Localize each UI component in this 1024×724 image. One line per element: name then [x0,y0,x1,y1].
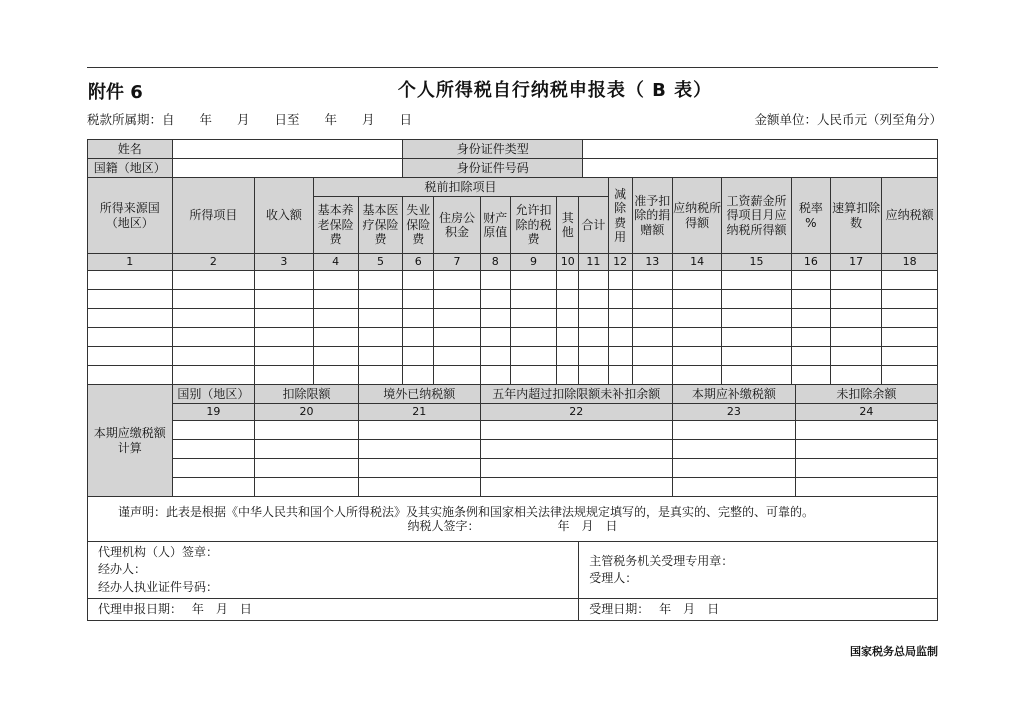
calc-row [88,459,938,478]
authority-date: 受理日期： 年 月 日 [579,599,938,621]
data-cell[interactable] [172,290,255,309]
data-cell[interactable] [255,366,313,385]
data-cell[interactable] [88,328,173,347]
data-cell[interactable] [632,347,672,366]
col-number: 2 [172,254,255,271]
calc-cell[interactable] [358,440,480,459]
data-cell[interactable] [403,271,434,290]
data-cell[interactable] [791,309,830,328]
data-cell[interactable] [791,366,830,385]
col-taxable-income: 应纳税所得额 [672,178,721,254]
data-cell[interactable] [510,366,556,385]
data-cell[interactable] [579,309,608,328]
data-cell[interactable] [632,309,672,328]
data-cell[interactable] [172,366,255,385]
data-cell[interactable] [172,309,255,328]
data-row [88,347,938,366]
data-cell[interactable] [88,366,173,385]
calc-row [88,421,938,440]
data-row [88,290,938,309]
data-cell[interactable] [791,290,830,309]
data-cell[interactable] [608,328,632,347]
name-label: 姓名 [88,140,173,159]
col-other: 其他 [557,197,579,254]
col-number: 9 [510,254,556,271]
data-cell[interactable] [480,347,510,366]
data-cell[interactable] [672,366,721,385]
data-cell[interactable] [172,271,255,290]
col-number: 16 [791,254,830,271]
calc-cell[interactable] [172,440,255,459]
calc-cell[interactable] [172,421,255,440]
col-wage-converted: 工资薪金所得项目月应纳税所得额 [722,178,791,254]
col-pretax-deductions: 税前扣除项目 [313,178,608,197]
calc-cell[interactable] [795,459,937,478]
agent-cert-number: 经办人执业证件号码： [98,579,219,594]
data-cell[interactable] [557,309,579,328]
calc-cell[interactable] [172,478,255,497]
col-medical: 基本医疗保险费 [358,197,402,254]
calc-cell[interactable] [480,459,672,478]
data-cell[interactable] [403,328,434,347]
calc-cell[interactable] [172,459,255,478]
calc-number: 23 [672,404,795,421]
data-cell[interactable] [313,328,358,347]
agent-handler: 经办人： [98,562,147,577]
data-cell[interactable] [791,271,830,290]
calc-col-supplement: 本期应补缴税额 [672,385,795,404]
data-cell[interactable] [882,309,938,328]
calc-cell[interactable] [255,459,359,478]
calc-cell[interactable] [672,478,795,497]
col-number: 14 [672,254,721,271]
data-cell[interactable] [722,366,791,385]
calc-cell[interactable] [795,440,937,459]
data-cell[interactable] [632,366,672,385]
data-cell[interactable] [88,309,173,328]
data-cell[interactable] [672,347,721,366]
data-cell[interactable] [830,271,881,290]
data-cell[interactable] [358,328,402,347]
data-cell[interactable] [313,290,358,309]
col-number: 17 [830,254,881,271]
data-cell[interactable] [434,309,480,328]
data-cell[interactable] [830,309,881,328]
calc-number: 24 [795,404,937,421]
tax-declaration-table [87,139,938,621]
col-number: 3 [255,254,313,271]
data-cell[interactable] [672,271,721,290]
data-cell[interactable] [579,328,608,347]
data-cell[interactable] [672,328,721,347]
data-cell[interactable] [255,290,313,309]
nationality-label: 国籍（地区） [88,159,173,178]
authority-receiver: 受理人： [589,571,638,585]
data-cell[interactable] [510,309,556,328]
col-number: 12 [608,254,632,271]
calc-cell[interactable] [358,421,480,440]
data-cell[interactable] [255,328,313,347]
data-row [88,366,938,385]
data-cell[interactable] [608,290,632,309]
statement-cell [88,497,938,542]
calc-col-five-year-balance: 五年内超过扣除限额未补扣余额 [480,385,672,404]
data-cell[interactable] [358,290,402,309]
data-cell[interactable] [608,309,632,328]
data-cell[interactable] [791,347,830,366]
data-row [88,271,938,290]
data-cell[interactable] [88,290,173,309]
data-cell[interactable] [791,328,830,347]
data-cell[interactable] [722,290,791,309]
calc-col-remaining: 未扣除余额 [795,385,937,404]
data-cell[interactable] [510,347,556,366]
id-type-field[interactable] [583,140,938,159]
col-number: 7 [434,254,480,271]
data-cell[interactable] [403,309,434,328]
data-cell[interactable] [882,271,938,290]
col-allowed-tax: 允许扣除的税费 [510,197,556,254]
col-donation: 准予扣除的捐赠额 [632,178,672,254]
col-number: 15 [722,254,791,271]
calc-cell[interactable] [795,421,937,440]
calc-row [88,440,938,459]
calc-number: 22 [480,404,672,421]
data-cell[interactable] [722,347,791,366]
id-type-label: 身份证件类型 [403,140,583,159]
data-cell[interactable] [88,271,173,290]
data-cell[interactable] [722,271,791,290]
data-cell[interactable] [480,309,510,328]
col-number: 6 [403,254,434,271]
calc-cell[interactable] [672,459,795,478]
data-cell[interactable] [172,347,255,366]
data-cell[interactable] [632,290,672,309]
data-cell[interactable] [557,271,579,290]
col-tax-payable: 应纳税额 [882,178,938,254]
calc-cell[interactable] [358,459,480,478]
form-title: 个人所得税自行纳税申报表（ B 表） [397,80,713,101]
col-reduction: 减除费用 [608,178,632,254]
col-number: 11 [579,254,608,271]
data-cell[interactable] [403,290,434,309]
col-number: 1 [88,254,173,271]
calc-cell[interactable] [672,421,795,440]
data-cell[interactable] [557,328,579,347]
calc-cell[interactable] [795,478,937,497]
data-cell[interactable] [480,366,510,385]
agent-seal: 代理机构（人）签章： [98,544,219,559]
id-number-label: 身份证件号码 [403,159,583,178]
data-cell[interactable] [608,366,632,385]
data-cell[interactable] [480,290,510,309]
data-cell[interactable] [830,290,881,309]
data-cell[interactable] [579,347,608,366]
calc-number-row [88,404,938,421]
data-cell[interactable] [403,366,434,385]
data-row [88,309,938,328]
calc-cell[interactable] [480,478,672,497]
calc-col-foreign-paid: 境外已纳税额 [358,385,480,404]
data-cell[interactable] [510,290,556,309]
data-cell[interactable] [557,366,579,385]
data-cell[interactable] [830,366,881,385]
data-cell[interactable] [632,328,672,347]
agent-date: 代理申报日期： 年 月 日 [88,599,579,621]
col-housing-fund: 住房公积金 [434,197,480,254]
col-number: 4 [313,254,358,271]
calc-col-country: 国别（地区） [172,385,255,404]
data-cell[interactable] [557,347,579,366]
data-cell[interactable] [510,328,556,347]
calc-row [88,478,938,497]
calc-cell[interactable] [480,440,672,459]
col-number: 18 [882,254,938,271]
statement-row [88,497,938,542]
col-unemployment: 失业保险费 [403,197,434,254]
col-number: 13 [632,254,672,271]
data-cell[interactable] [255,271,313,290]
col-number: 10 [557,254,579,271]
data-cell[interactable] [722,309,791,328]
data-cell[interactable] [882,290,938,309]
name-field[interactable] [172,140,403,159]
calc-cell[interactable] [255,421,359,440]
calc-cell[interactable] [672,440,795,459]
col-pension: 基本养老保险费 [313,197,358,254]
tax-period: 税款所属期：自 年 月 日至 年 月 日 [87,112,413,127]
data-cell[interactable] [88,347,173,366]
data-cell[interactable] [358,366,402,385]
data-cell[interactable] [313,347,358,366]
calc-cell[interactable] [255,478,359,497]
calc-cell[interactable] [255,440,359,459]
data-cell[interactable] [608,271,632,290]
data-cell[interactable] [608,347,632,366]
data-cell[interactable] [882,328,938,347]
currency-unit: 金额单位：人民币元（列至角分） [754,112,942,127]
data-cell[interactable] [672,290,721,309]
data-cell[interactable] [358,347,402,366]
declaration-text: 谨声明：此表是根据《中华人民共和国个人所得税法》及其实施条例和国家相关法律法规规定填写的，是真实的、完整的、可靠的。 [118,504,815,519]
annex-label: 附件 6 [88,82,143,103]
calc-cell[interactable] [358,478,480,497]
data-cell[interactable] [172,328,255,347]
data-cell[interactable] [255,309,313,328]
col-source-country: 所得来源国（地区） [88,178,173,254]
authority-seal: 主管税务机关受理专用章： [589,553,734,568]
col-property-value: 财产原值 [480,197,510,254]
data-cell[interactable] [579,271,608,290]
data-cell[interactable] [434,271,480,290]
data-cell[interactable] [510,271,556,290]
agent-row [88,542,938,599]
calc-number: 21 [358,404,480,421]
data-cell[interactable] [313,309,358,328]
data-cell[interactable] [722,328,791,347]
col-income-amount: 收入额 [255,178,313,254]
col-tax-rate: 税率 % [791,178,830,254]
col-subtotal: 合计 [579,197,608,254]
data-cell[interactable] [882,366,938,385]
calc-number: 19 [172,404,255,421]
data-cell[interactable] [830,328,881,347]
data-cell[interactable] [313,366,358,385]
data-cell[interactable] [403,347,434,366]
data-cell[interactable] [313,271,358,290]
data-cell[interactable] [255,347,313,366]
taxpayer-signature: 纳税人签字： 年 月 日 [407,519,618,533]
col-number: 8 [480,254,510,271]
data-cell[interactable] [480,271,510,290]
authority-cell [579,542,938,599]
supervision-mark: 国家税务总局监制 [850,645,938,658]
data-cell[interactable] [579,366,608,385]
id-number-field[interactable] [583,159,938,178]
data-cell[interactable] [358,309,402,328]
date-row [88,599,938,621]
data-cell[interactable] [557,290,579,309]
col-number: 5 [358,254,402,271]
data-cell[interactable] [882,347,938,366]
data-cell[interactable] [434,328,480,347]
data-cell[interactable] [434,366,480,385]
data-cell[interactable] [672,309,721,328]
data-cell[interactable] [480,328,510,347]
data-cell[interactable] [632,271,672,290]
column-number-row [88,254,938,271]
data-cell[interactable] [434,347,480,366]
data-cell[interactable] [579,290,608,309]
calc-col-limit: 扣除限额 [255,385,359,404]
agent-cell [88,542,579,599]
col-income-item: 所得项目 [172,178,255,254]
data-row [88,328,938,347]
nationality-field[interactable] [172,159,403,178]
top-rule [87,67,938,68]
calc-section-label: 本期应缴税额计算 [88,385,173,497]
data-cell[interactable] [358,271,402,290]
col-quick-deduction: 速算扣除数 [830,178,881,254]
data-cell[interactable] [830,347,881,366]
calc-cell[interactable] [480,421,672,440]
data-cell[interactable] [434,290,480,309]
calc-number: 20 [255,404,359,421]
